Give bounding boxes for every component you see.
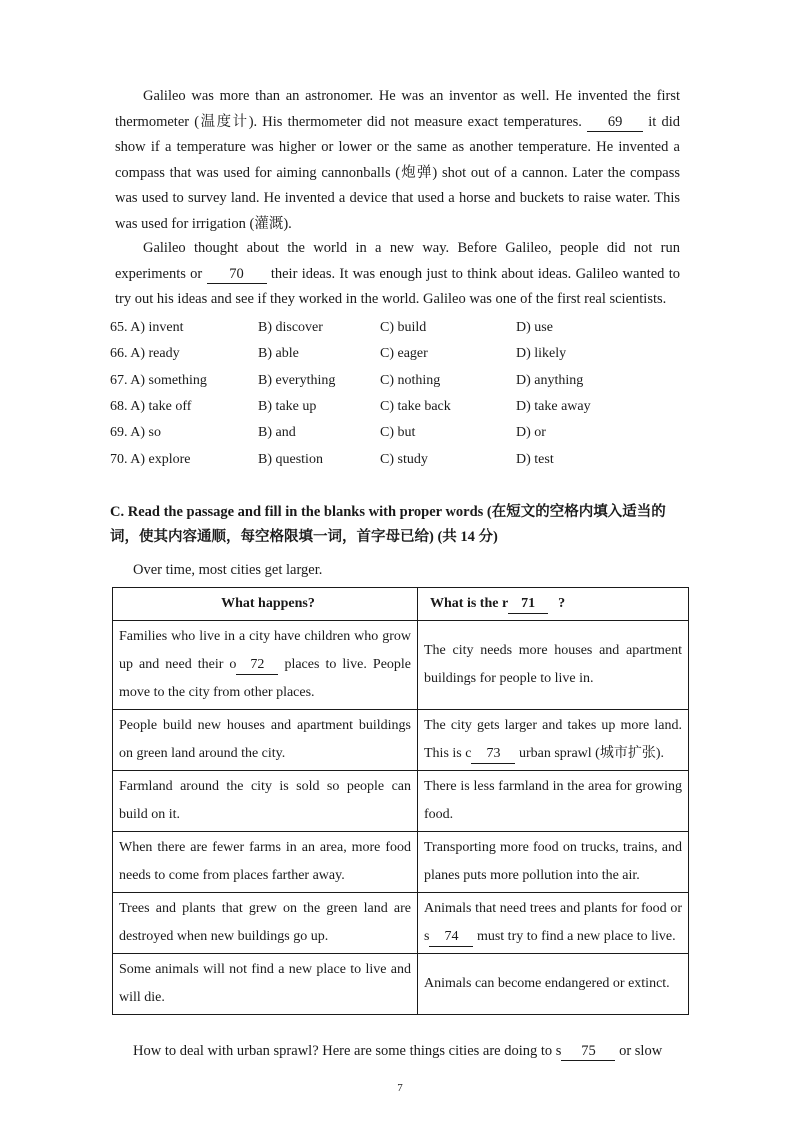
option-row-70 (110, 446, 616, 472)
blank-69: 69 (587, 113, 643, 132)
header-result-text: What is the r (430, 596, 509, 611)
p1-text-a: Galileo was more than an astronomer. He was an inventor as well. He invented the first thermometer (温度计). His thermometer did not measure exact temperatures. (115, 88, 680, 130)
option-69-a: 69. A) so (110, 425, 161, 441)
row6-left: Some animals will not find a new place to live and will die. (113, 954, 418, 1015)
option-68-b: B) take up (258, 399, 317, 415)
p2-text-a: Galileo thought about the world in a new way. Before Galileo, people did not run experiments or (115, 240, 680, 282)
blank-71: 71 (508, 595, 548, 614)
option-row-66 (110, 341, 616, 367)
row2-right-post: urban sprawl (城市扩张). (518, 746, 664, 761)
option-70-c: C) study (380, 451, 428, 467)
option-row-67 (110, 368, 616, 394)
table-row (113, 954, 689, 1015)
table-row (113, 893, 689, 954)
row1-left-post: places to live. People move to the city from other places. (119, 657, 412, 700)
row2-left: People build new houses and apartment buildings on green land around the city. (113, 710, 418, 771)
option-69-c: C) but (380, 425, 416, 441)
table-row (113, 832, 689, 893)
option-69-d: D) or (516, 425, 546, 441)
row5-left: Trees and plants that grew on the green land are destroyed when new buildings go up. (113, 893, 418, 954)
option-68-c: C) take back (380, 399, 451, 415)
row5-right (418, 893, 689, 954)
option-row-68 (110, 394, 616, 420)
row3-right: There is less farmland in the area for growing food. (418, 771, 689, 832)
row5-right-post: must try to find a new place to live. (476, 929, 676, 944)
option-68-d: D) take away (516, 399, 591, 415)
option-69-b: B) and (258, 425, 296, 441)
row1-right: The city needs more houses and apartment buildings for people to live in. (418, 621, 689, 710)
header-result (418, 588, 689, 621)
table-row (113, 621, 689, 710)
option-68-a: 68. A) take off (110, 399, 192, 415)
table-row (113, 771, 689, 832)
page-number: 7 (397, 1082, 403, 1094)
section-c-heading: C. Read the passage and fill in the blanks with proper words (在短文的空格内填入适当的词，使其内容通顺，每空格限填一词，首字母已给) (共 14 分) (110, 504, 666, 545)
header-what-happens: What happens? (113, 588, 418, 621)
option-67-b: B) everything (258, 372, 336, 388)
blank-73: 73 (471, 745, 515, 764)
option-67-a: 67. A) something (110, 372, 207, 388)
option-row-65 (110, 315, 616, 341)
option-65-b: B) discover (258, 320, 323, 336)
row6-right: Animals can become endangered or extinct. (418, 954, 689, 1015)
option-70-b: B) question (258, 451, 323, 467)
closing-post: or slow (619, 1043, 663, 1059)
row4-right: Transporting more food on trucks, trains, and planes puts more pollution into the air. (418, 832, 689, 893)
option-70-a: 70. A) explore (110, 451, 191, 467)
row4-left: When there are fewer farms in an area, more food needs to come from places farther away. (113, 832, 418, 893)
blank-72: 72 (236, 656, 278, 675)
p1-text-b: it did show if a temperature was higher or lower or the same as another temperature. He invented a compass that was used for aiming cannonballs (炮弹) shot out of a cannon. Later the compass was used to survey land. He invented a device that used a horse and buckets to raise water. This was used for irrigation (灌溉). (115, 113, 681, 232)
row3-left: Farmland around the city is sold so people can build on it. (113, 771, 418, 832)
option-65-a: 65. A) invent (110, 320, 184, 336)
header-result-qmark: ? (558, 596, 566, 611)
option-66-a: 66. A) ready (110, 346, 180, 362)
row5-right-pre: Animals that need trees and plants for food or s (424, 901, 682, 944)
row1-left-pre: Families who live in a city have children who grow up and need their o (119, 629, 411, 672)
closing-pre: How to deal with urban sprawl? Here are some things cities are doing to s (133, 1043, 562, 1059)
options-table (110, 315, 616, 473)
option-67-d: D) anything (516, 372, 584, 388)
urban-sprawl-table (112, 587, 689, 1015)
table-header-row (113, 588, 689, 621)
row2-right-pre: The city gets larger and takes up more land. This is c (424, 718, 682, 761)
passage-paragraph-1 (115, 84, 680, 237)
blank-70: 70 (207, 265, 267, 284)
section-c-intro: Over time, most cities get larger. (133, 562, 323, 578)
option-65-c: C) build (380, 320, 427, 336)
option-66-c: C) eager (380, 346, 428, 362)
option-67-c: C) nothing (380, 372, 441, 388)
row1-left (113, 621, 418, 710)
option-row-69 (110, 420, 616, 446)
option-65-d: D) use (516, 320, 553, 336)
p2-text-b: their ideas. It was enough just to think about ideas. Galileo wanted to try out his ideas and see if they worked in the world. Galileo was one of the first real scientists. (115, 265, 680, 307)
closing-line (133, 1040, 683, 1062)
blank-74: 74 (429, 928, 473, 947)
option-66-d: D) likely (516, 346, 567, 362)
table-row (113, 710, 689, 771)
passage-paragraph-2 (115, 236, 680, 313)
row2-right (418, 710, 689, 771)
option-70-d: D) test (516, 451, 554, 467)
blank-75: 75 (561, 1042, 615, 1061)
option-66-b: B) able (258, 346, 299, 362)
